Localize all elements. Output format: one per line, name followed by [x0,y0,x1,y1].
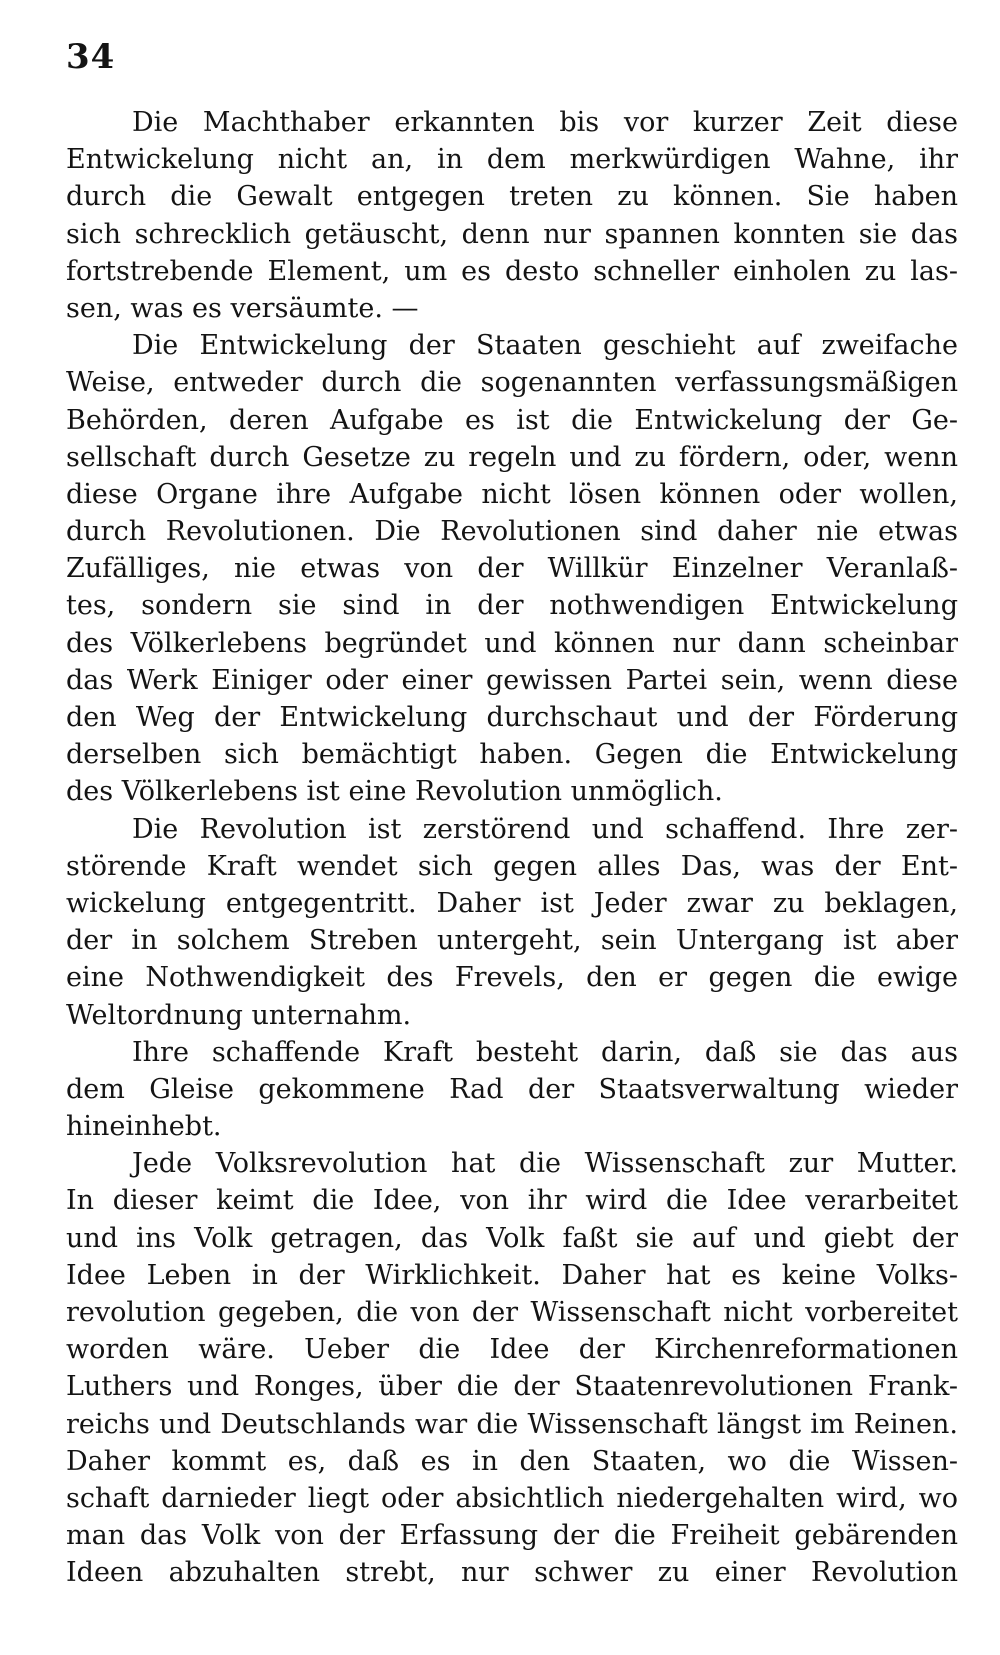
text-line: eine Nothwendigkeit des Frevels, den er gegen die ewige [66,962,958,994]
text-line: diese Organe ihre Aufgabe nicht lösen können oder wollen, [66,478,958,510]
text-line: störende Kraft wendet sich gegen alles Das, was der Ent- [66,850,958,882]
text-line: des Völkerlebens begründet und können nur dann scheinbar [66,627,958,659]
text-line: revolution gegeben, die von der Wissenschaft nicht vorbereitet [66,1297,958,1328]
text-line: In dieser keimt die Idee, von ihr wird die Idee verarbeitet [66,1185,958,1217]
text-line: Die Revolution ist zerstörend und schaffend. Ihre zer- [132,813,958,845]
text-line: Daher kommt es, daß es in den Staaten, wo die Wissen- [66,1445,958,1477]
text-line: Luthers und Ronges, über die der Staatenrevolutionen Frank- [66,1371,958,1403]
text-line: hineinhebt. [66,1111,222,1143]
text-line: Die Machthaber erkannten bis vor kurzer Zeit diese [132,107,958,138]
text-line: fortstrebende Element, um es desto schneller einholen zu las- [66,255,958,287]
text-line: Idee Leben in der Wirklichkeit. Daher hat es keine Volks- [66,1259,958,1291]
text-line: des Völkerlebens ist eine Revolution unmöglich. [66,776,723,808]
text-line: reichs und Deutschlands war die Wissenschaft längst im Reinen. [66,1408,958,1440]
text-line: durch die Gewalt entgegen treten zu können. Sie haben [66,181,958,213]
text-line: sich schrecklich getäuscht, denn nur spannen konnten sie das [66,218,958,250]
text-line: und ins Volk getragen, das Volk faßt sie auf und giebt der [66,1222,958,1254]
text-line: Weltordnung unternahm. [66,999,412,1031]
text-line: sellschaft durch Gesetze zu regeln und zu fördern, oder, wenn [66,441,958,473]
text-line: schaft darnieder liegt oder absichtlich niedergehalten wird, wo [66,1482,958,1514]
text-line: der in solchem Streben untergeht, sein Untergang ist aber [66,925,958,957]
text-line: tes, sondern sie sind in der nothwendigen Entwickelung [66,590,958,622]
text-line: derselben sich bemächtigt haben. Gegen die Entwickelung [66,739,958,771]
text-line: Entwickelung nicht an, in dem merkwürdigen Wahne, ihr [66,144,958,176]
text-line: Weise, entweder durch die sogenannten verfassungsmäßigen [66,367,958,399]
text-line: dem Gleise gekommene Rad der Staatsverwaltung wieder [66,1073,958,1105]
text-line: Jede Volksrevolution hat die Wissenschaft zur Mutter. [132,1148,958,1180]
text-line: worden wäre. Ueber die Idee der Kirchenreformationen [66,1334,958,1366]
text-line: das Werk Einiger oder einer gewissen Partei sein, wenn diese [66,664,958,696]
text-line: Die Entwickelung der Staaten geschieht auf zweifache [132,330,958,362]
text-line: Behörden, deren Aufgabe es ist die Entwickelung der Ge- [66,404,958,436]
text-line: Ihre schaffende Kraft besteht darin, daß sie das aus [132,1036,958,1068]
text-line: den Weg der Entwickelung durchschaut und der Förderung [66,702,958,733]
text-line: durch Revolutionen. Die Revolutionen sind daher nie etwas [66,516,958,548]
text-line: wickelung entgegentritt. Daher ist Jeder zwar zu beklagen, [66,887,958,919]
body-text [66,104,958,1592]
text-line: Ideen abzuhalten strebt, nur schwer zu einer Revolution [66,1557,958,1589]
text-line: Zufälliges, nie etwas von der Willkür Einzelner Veranlaß- [66,553,958,585]
text-line: man das Volk von der Erfassung der die Freiheit gebärenden [66,1520,958,1552]
text-line: sen, was es versäumte. — [66,292,419,324]
page-number: 34 [66,37,116,77]
